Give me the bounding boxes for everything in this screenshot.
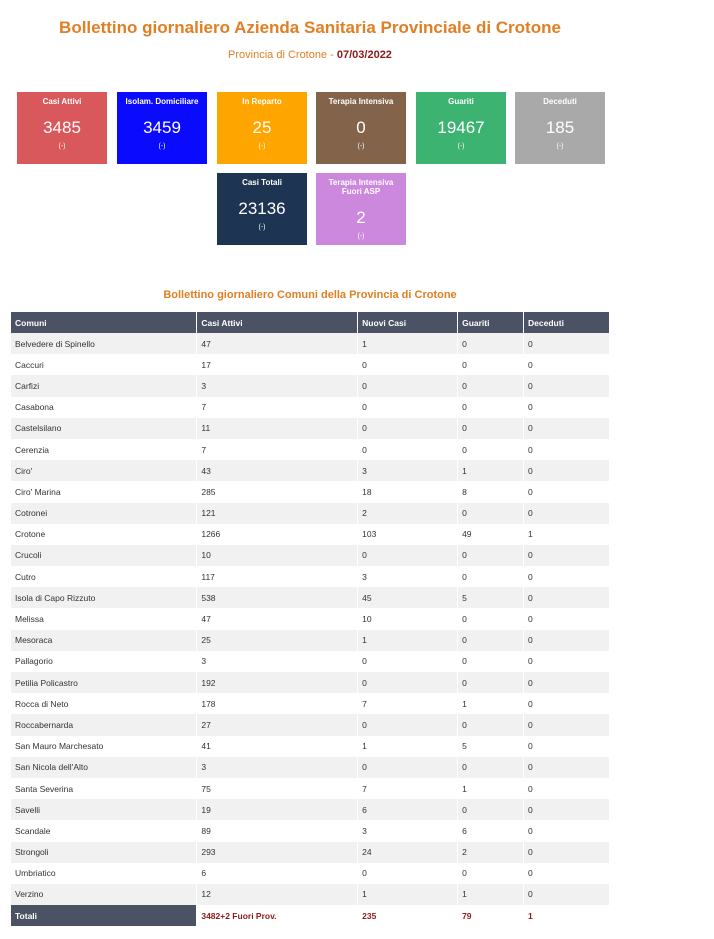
table-cell: 1266 — [197, 524, 358, 545]
table-cell: Isola di Capo Rizzuto — [11, 587, 197, 608]
table-cell: 0 — [524, 566, 610, 587]
stat-card-change: (-) — [258, 143, 266, 150]
table-cell: 5 — [458, 587, 524, 608]
table-cell: 0 — [458, 672, 524, 693]
table-cell: 0 — [458, 397, 524, 418]
table-cell: 2 — [458, 842, 524, 863]
table-cell: Cotronei — [11, 503, 197, 524]
table-cell: 1 — [524, 524, 610, 545]
stat-card-casi-attivi — [17, 92, 107, 164]
table-cell: Roccabernarda — [11, 714, 197, 735]
stat-card-casi-totali — [217, 173, 307, 245]
table-cell: Santa Severina — [11, 778, 197, 799]
stat-card-value: 25 — [252, 118, 272, 137]
table-cell: 12 — [197, 884, 358, 905]
table-cell: Pallagorio — [11, 651, 197, 672]
table-cell: 0 — [524, 503, 610, 524]
table-row — [11, 820, 610, 841]
column-header: Nuovi Casi — [358, 312, 458, 333]
table-cell: 0 — [358, 439, 458, 460]
table-cell: Rocca di Neto — [11, 693, 197, 714]
table-cell: 0 — [524, 439, 610, 460]
table-cell: 0 — [458, 545, 524, 566]
table-cell: 0 — [458, 757, 524, 778]
table-row — [11, 608, 610, 629]
table-cell: 0 — [524, 799, 610, 820]
table-row — [11, 460, 610, 481]
stat-card-change: (-) — [357, 233, 365, 240]
table-cell: 75 — [197, 778, 358, 799]
table-cell: Ciro' — [11, 460, 197, 481]
table-cell: 0 — [458, 566, 524, 587]
table-cell: 49 — [458, 524, 524, 545]
table-cell: 6 — [458, 820, 524, 841]
table-cell: 6 — [358, 799, 458, 820]
table-cell: 0 — [358, 418, 458, 439]
table-cell: 285 — [197, 481, 358, 502]
table-cell: Cutro — [11, 566, 197, 587]
table-cell: 1 — [358, 630, 458, 651]
page-subtitle — [0, 49, 620, 61]
table-cell: 117 — [197, 566, 358, 587]
table-cell: 1 — [458, 778, 524, 799]
table-cell: 8 — [458, 481, 524, 502]
stat-card-label: Terapia Intensiva — [328, 97, 394, 106]
table-cell: 10 — [358, 608, 458, 629]
table-cell: Verzino — [11, 884, 197, 905]
bulletin-date: 07/03/2022 — [336, 49, 392, 61]
stat-card-in-reparto — [217, 92, 307, 164]
table-cell: Belvedere di Spinello — [11, 333, 197, 354]
table-cell: 0 — [358, 545, 458, 566]
table-cell: 0 — [458, 375, 524, 396]
table-cell: 0 — [524, 693, 610, 714]
table-cell: 0 — [458, 608, 524, 629]
totals-cell: 3482+2 Fuori Prov. — [197, 905, 358, 926]
table-row — [11, 842, 610, 863]
table-cell: 0 — [458, 630, 524, 651]
table-cell: 0 — [358, 714, 458, 735]
table-cell: 2 — [358, 503, 458, 524]
table-cell: 0 — [524, 481, 610, 502]
table-body — [11, 333, 610, 905]
table-cell: 3 — [197, 757, 358, 778]
table-cell: 103 — [358, 524, 458, 545]
table-cell: 0 — [524, 672, 610, 693]
stat-card-label: Isolam. Domiciliare — [125, 97, 199, 106]
stat-card-isolamento-domiciliare — [117, 92, 207, 164]
table-row — [11, 566, 610, 587]
stat-card-label: Casi Totali — [242, 178, 282, 187]
table-row — [11, 863, 610, 884]
table-cell: 0 — [358, 757, 458, 778]
table-cell: 0 — [458, 439, 524, 460]
table-cell: 41 — [197, 736, 358, 757]
table-row — [11, 651, 610, 672]
table-cell: 3 — [197, 651, 358, 672]
table-cell: 0 — [358, 672, 458, 693]
table-row — [11, 524, 610, 545]
table-row — [11, 503, 610, 524]
table-cell: Carfizi — [11, 375, 197, 396]
totals-cell: 79 — [458, 905, 524, 926]
totals-row — [11, 905, 610, 926]
stat-card-label: Deceduti — [543, 97, 577, 106]
table-cell: 1 — [358, 736, 458, 757]
table-cell: 3 — [197, 375, 358, 396]
table-cell: 0 — [524, 820, 610, 841]
table-cell: 0 — [524, 757, 610, 778]
table-cell: 192 — [197, 672, 358, 693]
table-cell: Petilia Policastro — [11, 672, 197, 693]
table-cell: 0 — [524, 778, 610, 799]
table-cell: 0 — [358, 863, 458, 884]
table-cell: 1 — [358, 884, 458, 905]
table-row — [11, 884, 610, 905]
table-cell: 0 — [524, 587, 610, 608]
table-cell: Castelsilano — [11, 418, 197, 439]
table-cell: 3 — [358, 820, 458, 841]
table-cell: 0 — [524, 736, 610, 757]
table-cell: Melissa — [11, 608, 197, 629]
table-row — [11, 630, 610, 651]
table-cell: 0 — [524, 397, 610, 418]
table-cell: Ciro' Marina — [11, 481, 197, 502]
table-cell: Casabona — [11, 397, 197, 418]
table-cell: 3 — [358, 460, 458, 481]
table-cell: 11 — [197, 418, 358, 439]
table-cell: 0 — [524, 375, 610, 396]
stat-card-deceduti — [515, 92, 605, 164]
table-cell: 1 — [458, 460, 524, 481]
table-row — [11, 672, 610, 693]
stat-card-change: (-) — [58, 143, 66, 150]
table-cell: 47 — [197, 333, 358, 354]
table-cell: 0 — [458, 714, 524, 735]
table-cell: Mesoraca — [11, 630, 197, 651]
table-cell: 27 — [197, 714, 358, 735]
stat-card-label: Guariti — [448, 97, 474, 106]
table-cell: 1 — [458, 884, 524, 905]
table-cell: 0 — [458, 799, 524, 820]
column-header: Comuni — [11, 312, 197, 333]
table-cell: 293 — [197, 842, 358, 863]
table-cell: 538 — [197, 587, 358, 608]
table-cell: 1 — [458, 693, 524, 714]
stat-card-value: 2 — [356, 208, 366, 227]
table-row — [11, 736, 610, 757]
table-cell: 0 — [524, 354, 610, 375]
table-cell: Cerenzia — [11, 439, 197, 460]
table-cell: 17 — [197, 354, 358, 375]
table-cell: 0 — [358, 651, 458, 672]
table-cell: 0 — [458, 418, 524, 439]
table-cell: 18 — [358, 481, 458, 502]
stat-card-label: In Reparto — [242, 97, 282, 106]
table-cell: 0 — [524, 651, 610, 672]
totals-cell: 235 — [358, 905, 458, 926]
table-cell: San Nicola dell'Alto — [11, 757, 197, 778]
column-header: Deceduti — [524, 312, 610, 333]
table-row — [11, 778, 610, 799]
table-row — [11, 587, 610, 608]
table-cell: 0 — [358, 375, 458, 396]
table-cell: 10 — [197, 545, 358, 566]
table-cell: Crucoli — [11, 545, 197, 566]
table-cell: 0 — [358, 397, 458, 418]
stat-card-value: 3459 — [143, 118, 181, 137]
table-cell: 0 — [524, 842, 610, 863]
table-header-row — [11, 312, 610, 333]
table-cell: 7 — [197, 439, 358, 460]
table-cell: 43 — [197, 460, 358, 481]
table-cell: 7 — [358, 778, 458, 799]
table-cell: 0 — [524, 884, 610, 905]
municipalities-table — [11, 312, 610, 926]
table-row — [11, 397, 610, 418]
table-cell: 5 — [458, 736, 524, 757]
table-cell: 0 — [458, 863, 524, 884]
page-title: Bollettino giornaliero Azienda Sanitaria Provinciale di Crotone — [59, 18, 561, 37]
table-row — [11, 418, 610, 439]
table-row — [11, 354, 610, 375]
stat-card-change: (-) — [258, 224, 266, 231]
table-cell: Crotone — [11, 524, 197, 545]
table-row — [11, 714, 610, 735]
stat-card-guariti — [416, 92, 506, 164]
table-cell: 121 — [197, 503, 358, 524]
table-cell: 25 — [197, 630, 358, 651]
stat-card-value: 23136 — [238, 199, 286, 218]
table-row — [11, 439, 610, 460]
stat-card-value: 19467 — [437, 118, 485, 137]
table-row — [11, 333, 610, 354]
stat-card-change: (-) — [158, 143, 166, 150]
table-cell: 19 — [197, 799, 358, 820]
table-cell: 0 — [458, 333, 524, 354]
table-row — [11, 693, 610, 714]
table-cell: Caccuri — [11, 354, 197, 375]
totals-cell: Totali — [11, 905, 197, 926]
table-cell: 3 — [358, 566, 458, 587]
stat-card-change: (-) — [357, 143, 365, 150]
table-row — [11, 545, 610, 566]
table-cell: 1 — [358, 333, 458, 354]
table-cell: Savelli — [11, 799, 197, 820]
table-cell: Strongoli — [11, 842, 197, 863]
table-cell: 6 — [197, 863, 358, 884]
table-cell: 0 — [524, 418, 610, 439]
column-header: Guariti — [458, 312, 524, 333]
stat-card-label: Casi Attivi — [42, 97, 82, 106]
table-cell: 24 — [358, 842, 458, 863]
table-cell: San Mauro Marchesato — [11, 736, 197, 757]
table-row — [11, 481, 610, 502]
stat-card-value: 3485 — [43, 118, 81, 137]
table-cell: 178 — [197, 693, 358, 714]
table-cell: 7 — [197, 397, 358, 418]
table-cell: 89 — [197, 820, 358, 841]
table-cell: Umbriatico — [11, 863, 197, 884]
table-row — [11, 757, 610, 778]
table-cell: 47 — [197, 608, 358, 629]
totals-cell: 1 — [524, 905, 610, 926]
stat-card-terapia-intensiva-fuori-asp — [316, 173, 406, 245]
table-cell: 0 — [524, 545, 610, 566]
stat-card-change: (-) — [457, 143, 465, 150]
table-row — [11, 375, 610, 396]
table-cell: 45 — [358, 587, 458, 608]
table-cell: 0 — [458, 651, 524, 672]
table-cell: 0 — [524, 333, 610, 354]
stat-card-label: Terapia Intensiva Fuori ASP — [328, 178, 394, 196]
table-cell: 0 — [358, 354, 458, 375]
column-header: Casi Attivi — [197, 312, 358, 333]
table-row — [11, 799, 610, 820]
table-cell: 0 — [458, 503, 524, 524]
table-cell: 0 — [524, 714, 610, 735]
table-cell: 7 — [358, 693, 458, 714]
table-cell: 0 — [524, 863, 610, 884]
table-cell: 0 — [524, 460, 610, 481]
stat-card-value: 0 — [356, 118, 366, 137]
table-title: Bollettino giornaliero Comuni della Provincia di Crotone — [163, 289, 457, 301]
stat-card-value: 185 — [545, 118, 575, 137]
stat-card-terapia-intensiva — [316, 92, 406, 164]
stat-card-change: (-) — [556, 143, 564, 150]
subtitle-province: Provincia di Crotone - — [228, 49, 337, 61]
table-cell: 0 — [458, 354, 524, 375]
table-cell: 0 — [524, 630, 610, 651]
table-cell: 0 — [524, 608, 610, 629]
table-cell: Scandale — [11, 820, 197, 841]
